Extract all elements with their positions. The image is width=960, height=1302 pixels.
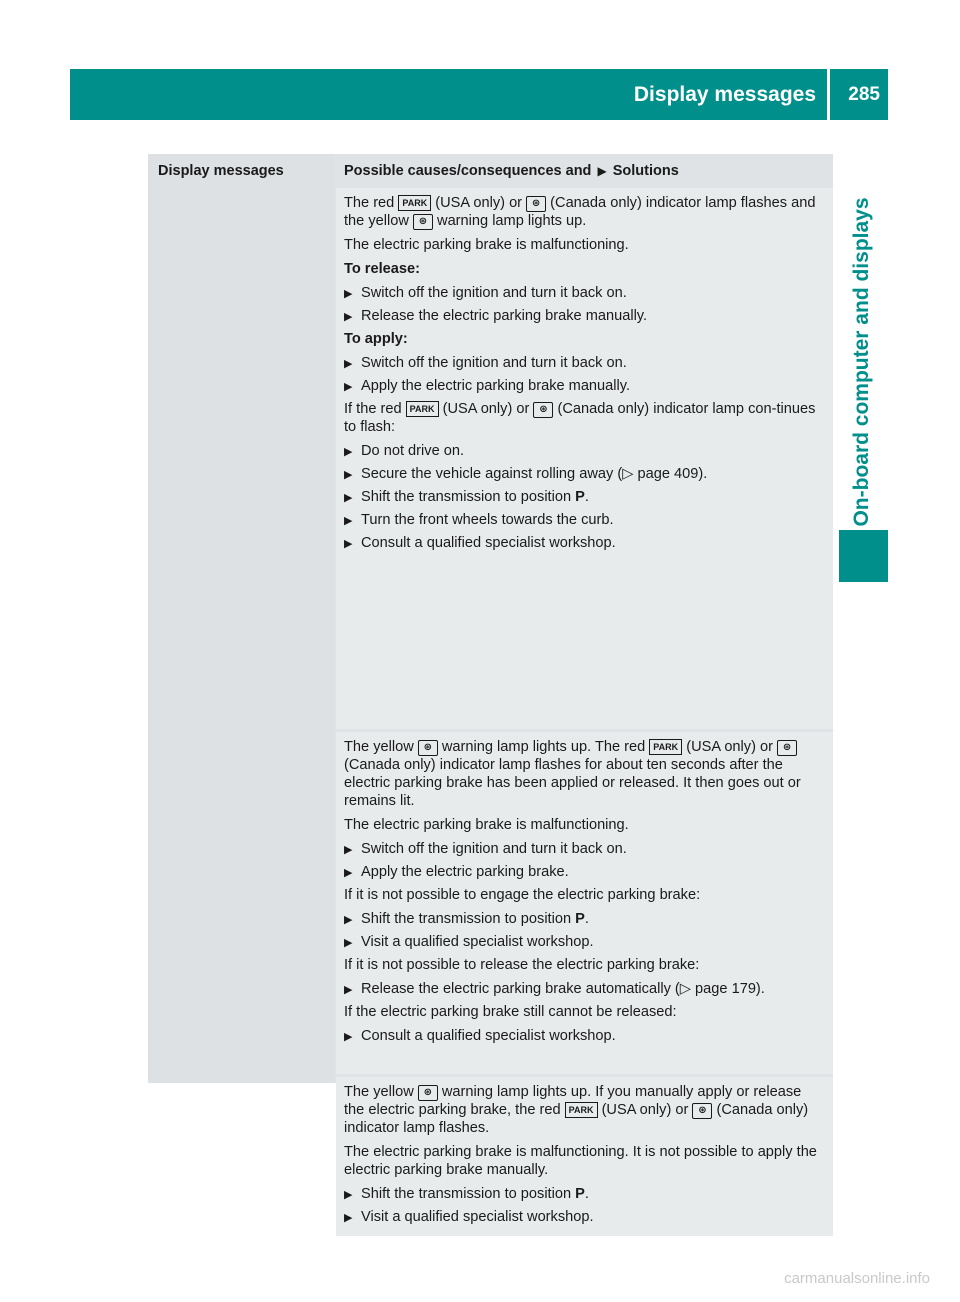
paragraph: If it is not possible to release the electric parking brake: bbox=[344, 957, 700, 973]
paragraph: The red PARK (USA only) or ⊛ (Canada only) indicator lamp flashes and the yellow ⊛ warning lamp lights up. bbox=[344, 195, 816, 229]
list-item: ▶ Do not drive on. bbox=[344, 442, 825, 460]
table-row bbox=[336, 732, 833, 1074]
paragraph: The yellow ⊛ warning lamp lights up. If you manually apply or release the electric parking brake, the red PARK (USA only) or ⊛ (Canada only) indicator lamp flashes. bbox=[344, 1084, 809, 1136]
park-icon: PARK bbox=[649, 739, 682, 755]
watermark: carmanualsonline.info bbox=[784, 1270, 930, 1287]
list-item: ▶ Apply the electric parking brake. bbox=[344, 863, 825, 881]
paragraph: The electric parking brake is malfunctioning. bbox=[344, 237, 629, 253]
brake-icon: ⊛ bbox=[533, 402, 553, 418]
paragraph: The electric parking brake is malfunctioning. bbox=[344, 817, 629, 833]
col-header-solutions-label: Solutions bbox=[612, 163, 679, 179]
list-item: ▶ Switch off the ignition and turn it back on. bbox=[344, 354, 825, 372]
page-number: 285 bbox=[848, 84, 880, 105]
brake-icon: ⊛ bbox=[418, 740, 438, 756]
brake-icon: ⊛ bbox=[777, 740, 797, 756]
header-title: Display messages bbox=[633, 83, 816, 106]
brake-icon: ⊛ bbox=[413, 214, 433, 230]
list-item: ▶ Consult a qualified specialist workshop. bbox=[344, 1027, 825, 1045]
col-header-display-messages: Display messages bbox=[158, 163, 284, 179]
table-row bbox=[336, 1077, 833, 1236]
paragraph: If the red PARK (USA only) or ⊛ (Canada only) indicator lamp con-tinues to flash: bbox=[344, 401, 816, 435]
list-item: ▶ Shift the transmission to position P. bbox=[344, 1185, 825, 1203]
col-header-solutions bbox=[344, 154, 679, 188]
display-messages-column bbox=[148, 154, 334, 1083]
brake-icon: ⊛ bbox=[526, 196, 546, 212]
list-item: ▶ Switch off the ignition and turn it back on. bbox=[344, 840, 825, 858]
col-header-causes: Possible causes/consequences and bbox=[344, 163, 592, 179]
release-heading: To release: bbox=[344, 261, 420, 277]
park-icon: PARK bbox=[406, 401, 439, 417]
list-item: ▶ Visit a qualified specialist workshop. bbox=[344, 933, 825, 951]
arrow-icon: ▶ bbox=[597, 164, 607, 178]
list-item: ▶ Apply the electric parking brake manually. bbox=[344, 377, 825, 395]
brake-icon: ⊛ bbox=[692, 1103, 712, 1119]
page-reference-text[interactable]: Release the electric parking brake automatically (▷ page 179). bbox=[361, 981, 765, 997]
side-tab-marker bbox=[839, 530, 888, 582]
paragraph: If the electric parking brake still cannot be released: bbox=[344, 1004, 677, 1020]
apply-heading: To apply: bbox=[344, 331, 408, 347]
list-item: ▶ Turn the front wheels towards the curb. bbox=[344, 511, 825, 529]
brake-icon: ⊛ bbox=[418, 1085, 438, 1101]
list-item: ▶ Switch off the ignition and turn it back on. bbox=[344, 284, 825, 302]
paragraph: The yellow ⊛ warning lamp lights up. The red PARK (USA only) or ⊛ (Canada only) indicator lamp flashes for about ten seconds after the electric parking brake has been applied or released. It then goes out or remains lit. bbox=[344, 739, 801, 809]
park-icon: PARK bbox=[565, 1102, 598, 1118]
list-item: ▶ Shift the transmission to position P. bbox=[344, 910, 825, 928]
list-item: ▶ Consult a qualified specialist workshop. bbox=[344, 534, 825, 552]
page-reference-text[interactable]: Secure the vehicle against rolling away (▷ page 409). bbox=[361, 466, 708, 482]
park-icon: PARK bbox=[398, 195, 431, 211]
side-tab-label: On-board computer and displays bbox=[850, 197, 873, 527]
messages-table bbox=[148, 154, 833, 1225]
page-header bbox=[70, 69, 888, 120]
table-row bbox=[336, 188, 833, 729]
header-divider bbox=[827, 69, 830, 120]
paragraph: If it is not possible to engage the electric parking brake: bbox=[344, 887, 701, 903]
paragraph: The electric parking brake is malfunctioning. It is not possible to apply the electric parking brake manually. bbox=[344, 1144, 817, 1178]
list-item: ▶ Visit a qualified specialist workshop. bbox=[344, 1208, 825, 1226]
list-item bbox=[344, 465, 825, 483]
list-item: ▶ Release the electric parking brake manually. bbox=[344, 307, 825, 325]
list-item bbox=[344, 980, 825, 998]
list-item: ▶ Shift the transmission to position P. bbox=[344, 488, 825, 506]
